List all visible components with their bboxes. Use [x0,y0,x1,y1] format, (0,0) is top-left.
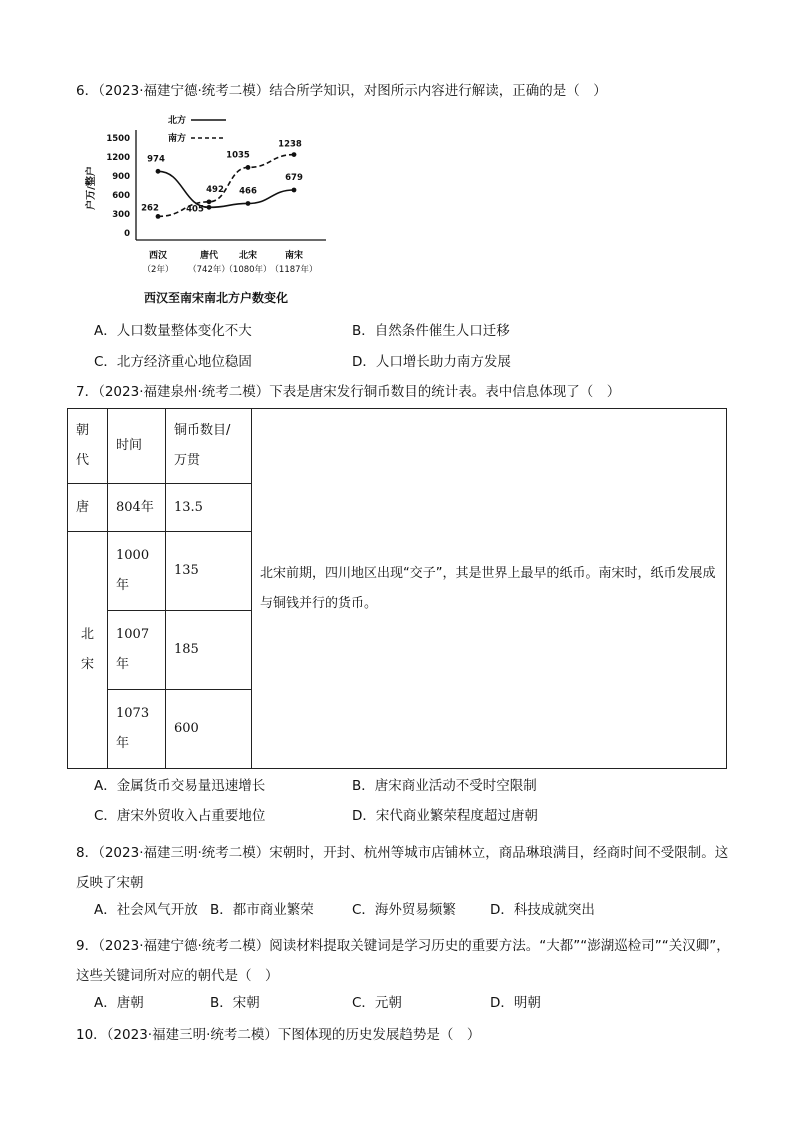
data-point [156,169,161,174]
q7-option-d[interactable]: D．宋代商业繁荣程度超过唐朝 [352,808,538,824]
q6-option-b[interactable]: B．自然条件催生人口迁移 [352,323,510,339]
data-point [207,205,212,210]
data-point [207,199,212,204]
q8-option-d[interactable]: D．科技成就突出 [490,902,595,918]
data-label: 466 [239,186,257,197]
q10-stem: 10．（2023·福建三明·统考二模）下图体现的历史发展趋势是（ ） [76,1027,481,1043]
population-chart [76,108,376,318]
x-categories [143,249,318,275]
data-point [292,188,297,193]
x-category-label: 西汉 [148,251,168,261]
song-time-1007: 1007年 [108,611,166,690]
y-tick-label: 1500 [106,134,130,144]
song-dynasty: 北宋 [68,532,108,769]
q9-stem: 9．（2023·福建宁德·统考二模）阅读材料提取关键词是学习历史的重要方法。“大都”“澎湖巡检司”“关汉卿”，这些关键词所对应的朝代是（ ） [76,938,730,984]
q6-option-d[interactable]: D．人口增长助力南方发展 [352,354,511,370]
series-line-south [158,155,294,217]
q9-option-a[interactable]: A．唐朝 [94,995,144,1011]
data-point [156,214,161,219]
data-label: 1238 [278,139,302,150]
x-category-label: 唐代 [199,251,219,261]
q9-option-c[interactable]: C．元朝 [352,995,402,1011]
y-ticks [106,134,130,239]
q8-option-c[interactable]: C．海外贸易频繁 [352,902,456,918]
q7-option-a[interactable]: A．金属货币交易量迅速增长 [94,778,266,794]
coin-table [67,408,727,769]
x-category-label: 南宋 [284,251,304,261]
y-tick-label: 600 [112,191,130,201]
y-tick-label: 900 [112,172,130,182]
song-time-1073: 1073年 [108,690,166,769]
y-tick-label: 1200 [106,153,130,163]
header-dynasty: 朝代 [68,409,108,484]
q9-option-b[interactable]: B．宋朝 [210,995,260,1011]
data-label: 1035 [226,150,250,161]
q7-option-c[interactable]: C．唐宋外贸收入占重要地位 [94,808,266,824]
legend [168,114,226,144]
x-category-year: （1080年） [224,265,272,275]
legend-north-label: 北方 [168,116,187,126]
data-label: 262 [141,203,159,214]
x-category-year: （742年） [188,265,230,275]
q8-option-a[interactable]: A．社会风气开放 [94,902,198,918]
q8-option-b[interactable]: B．都市商业繁荣 [210,902,314,918]
q6-option-a[interactable]: A．人口数量整体变化不大 [94,323,252,339]
song-count-1000: 135 [166,532,252,611]
q8-stem: 8．（2023·福建三明·统考二模）宋朝时，开封、杭州等城市店铺林立，商品琳琅满目，经商时间不受限制。这反映了宋朝 [76,845,729,891]
header-count: 铜币数目/万贯 [166,409,252,484]
x-category-year: （1187年） [270,265,318,275]
chart-series [141,140,303,219]
data-label: 679 [285,172,303,183]
data-point [246,165,251,170]
data-point [246,201,251,206]
data-label: 405 [186,204,204,215]
song-count-1073: 600 [166,690,252,769]
tang-count: 13.5 [166,484,252,532]
song-count-1007: 185 [166,611,252,690]
q6-option-c[interactable]: C．北方经济重心地位稳固 [94,354,252,370]
chart-title: 西汉至南宋南北方户数变化 [143,291,289,305]
q7-option-b[interactable]: B．唐宋商业活动不受时空限制 [352,778,537,794]
q9-option-d[interactable]: D．明朝 [490,995,541,1011]
tang-dynasty: 唐 [68,484,108,532]
tang-time: 804年 [108,484,166,532]
y-tick-label: 300 [112,210,130,220]
y-axis-label: 户万/整户 [86,166,97,210]
legend-south-label: 南方 [168,134,187,144]
header-time: 时间 [108,409,166,484]
data-label: 492 [206,184,224,195]
x-category-year: （2年） [142,265,174,275]
y-tick-label: 0 [124,229,130,239]
x-category-label: 北宋 [238,251,258,261]
data-label: 974 [147,154,165,165]
song-time-1000: 1000年 [108,532,166,611]
table-note: 北宋前期，四川地区出现“交子”，其是世界上最早的纸币。南宋时，纸币发展成与铜钱并行的货币。 [252,409,727,769]
data-point [292,152,297,157]
q7-stem: 7．（2023·福建泉州·统考二模）下表是唐宋发行铜币数目的统计表。表中信息体现了（ ） [76,384,621,400]
q6-stem: 6．（2023·福建宁德·统考二模）结合所学知识，对图所示内容进行解读，正确的是（ ） [76,83,607,99]
